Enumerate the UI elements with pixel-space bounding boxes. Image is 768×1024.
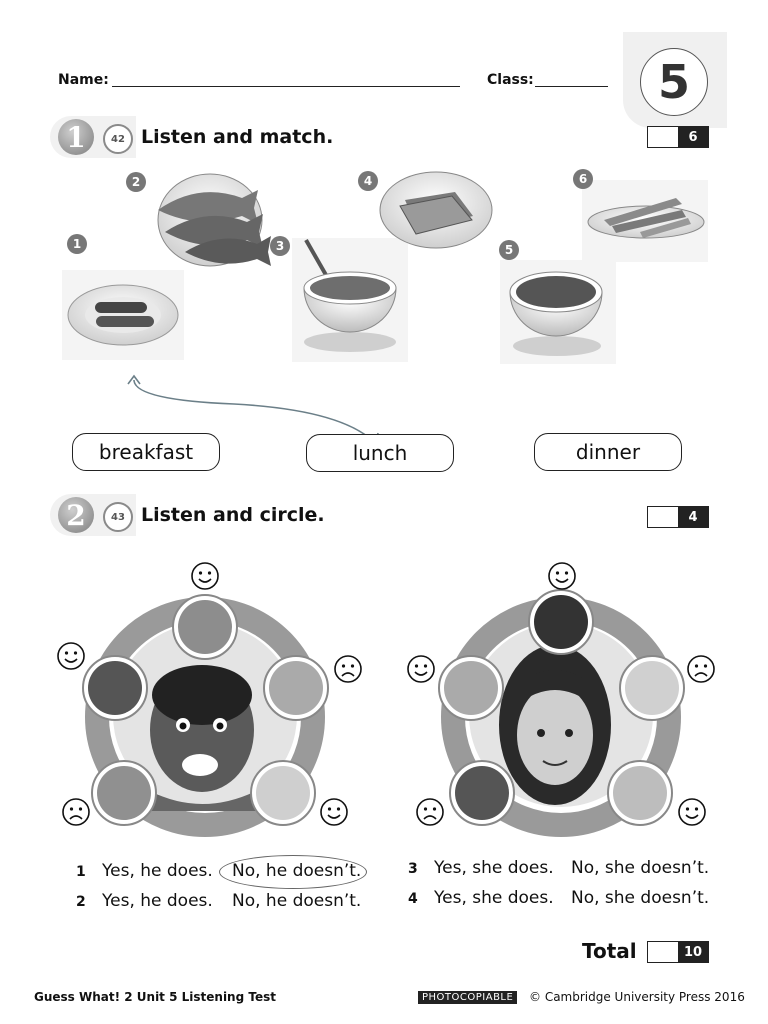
class-label: Class: (487, 72, 534, 88)
girl-wheel (408, 563, 714, 825)
food-number-4: 4 (358, 171, 378, 191)
sad-face-icon (688, 656, 714, 682)
match-arrow (134, 380, 376, 440)
footer-title: Guess What! 2 Unit 5 Listening Test (34, 990, 276, 1004)
cereal-image (292, 238, 408, 362)
chips-image (97, 766, 151, 820)
answer-yes-option[interactable]: Yes, he does. (102, 891, 213, 911)
meat-image (455, 766, 509, 820)
carrots-image (582, 180, 708, 262)
answer-number: 3 (408, 861, 418, 877)
exercise1-title: Listen and match. (141, 126, 334, 148)
photocopiable-badge: PHOTOCOPIABLE (418, 991, 517, 1004)
food-number-3: 3 (270, 236, 290, 256)
exercise1-score: 6 (678, 127, 708, 147)
fish-image (158, 174, 271, 266)
sad-face-icon (417, 799, 443, 825)
answer-row-4 (408, 888, 554, 908)
fish-dish-image (269, 661, 323, 715)
exercise2-track: 43 (103, 502, 133, 532)
happy-face-icon (408, 656, 434, 682)
food-number-6: 6 (573, 169, 593, 189)
answer-yes-option[interactable]: Yes, she does. (434, 858, 554, 878)
happy-face-icon (192, 563, 218, 589)
name-label: Name: (58, 72, 109, 88)
children-food-wheels (0, 555, 768, 845)
exercise2-title: Listen and circle. (141, 504, 325, 526)
total-score: 10 (678, 942, 708, 962)
toast-image (380, 172, 492, 248)
answer-yes-option[interactable]: Yes, he does. (102, 861, 213, 881)
total-label: Total (582, 939, 637, 963)
fish-dish-image (444, 661, 498, 715)
beans-image (500, 260, 616, 364)
food-number-2: 2 (126, 172, 146, 192)
happy-face-icon (58, 643, 84, 669)
exercise1-scorebox[interactable] (647, 126, 709, 148)
sad-face-icon (335, 656, 361, 682)
answer-no-option-4[interactable]: No, she doesn’t. (571, 888, 710, 908)
exercise1-number: 1 (58, 119, 94, 155)
answer-row-3 (408, 858, 554, 878)
answer-number: 2 (76, 894, 86, 910)
happy-face-icon (679, 799, 705, 825)
boy-wheel (58, 563, 361, 825)
beans-dish-image (534, 595, 588, 649)
exercise2-number: 2 (58, 497, 94, 533)
answer-row-1 (76, 861, 213, 881)
meat-image (88, 661, 142, 715)
happy-face-icon (549, 563, 575, 589)
food-number-5: 5 (499, 240, 519, 260)
bread-image (613, 766, 667, 820)
food-number-1: 1 (67, 234, 87, 254)
rice-image (625, 661, 679, 715)
meal-dinner[interactable]: dinner (534, 433, 682, 471)
exercise1-track: 42 (103, 124, 133, 154)
class-field[interactable] (535, 86, 608, 87)
sad-face-icon (63, 799, 89, 825)
total-scorebox[interactable] (647, 941, 709, 963)
copyright: © Cambridge University Press 2016 (529, 990, 745, 1004)
answer-no-option-1[interactable]: No, he doesn’t. (232, 861, 362, 881)
meal-breakfast[interactable]: breakfast (72, 433, 220, 471)
answer-no-option-2[interactable]: No, he doesn’t. (232, 891, 362, 911)
answer-no-option-3[interactable]: No, she doesn’t. (571, 858, 710, 878)
happy-face-icon (321, 799, 347, 825)
answer-number: 1 (76, 864, 86, 880)
exercise2-scorebox[interactable] (647, 506, 709, 528)
exercise2-score: 4 (678, 507, 708, 527)
answer-number: 4 (408, 891, 418, 907)
answer-circle-mark (219, 855, 367, 889)
name-field[interactable] (112, 86, 460, 87)
meal-lunch[interactable]: lunch (306, 434, 454, 472)
food-illustrations (0, 160, 768, 440)
potatoes-image (178, 600, 232, 654)
sausages-image (62, 270, 184, 360)
rice-image (256, 766, 310, 820)
unit-number: 5 (640, 48, 708, 116)
answer-yes-option[interactable]: Yes, she does. (434, 888, 554, 908)
answer-row-2 (76, 891, 213, 911)
